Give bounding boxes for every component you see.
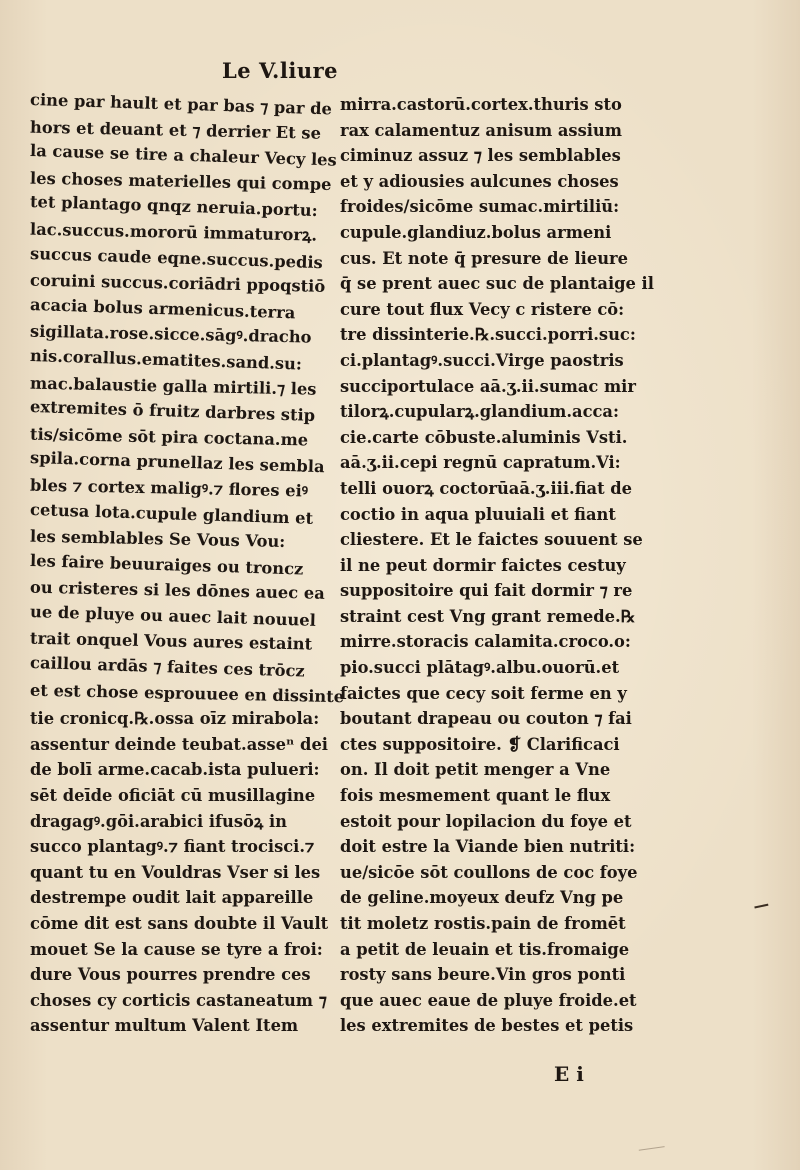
text-line: succo plantagꝰ.⁊ fiant trocisci.⁊ xyxy=(30,837,315,857)
running-head: Le V.liure xyxy=(222,58,339,83)
text-line: cus. Et note q̄ presure de lieure xyxy=(340,248,628,268)
text-line: rax calamentuz anisum assium xyxy=(340,120,622,140)
text-line: mirra.castorū.cortex.thuris sto xyxy=(340,95,622,114)
text-line: tis/sicōme sōt pira coctana.me xyxy=(29,424,309,450)
text-line: ctes suppositoire. ❡ Clarificaci xyxy=(340,734,620,754)
text-line: de geline.moyeux deufz Vng pe xyxy=(340,888,624,908)
text-line: extremites ō fruitz darbres stip xyxy=(29,397,316,426)
text-line: dure Vous pourres prendre ces xyxy=(30,965,311,985)
text-line: coruini succus.coriādri ppoqstiō xyxy=(29,270,326,296)
text-line: cōme dit est sans doubte il Vault xyxy=(30,914,329,933)
text-line: coctio in aqua pluuiali et fiant xyxy=(340,504,616,524)
text-line: mac.balaustie galla mirtili.⁊ les xyxy=(29,373,317,399)
text-line: les semblables Se Vous Vou: xyxy=(29,526,286,552)
text-line: tilorꝝ.cupularꝝ.glandium.acca: xyxy=(340,402,619,422)
text-line: mouet Se la cause se tyre a froi: xyxy=(30,939,323,959)
text-line: fois mesmement quant le flux xyxy=(340,786,611,806)
text-line: ue/sicōe sōt coullons de coc foye xyxy=(340,862,638,882)
text-line: la cause se tire a chaleur Vecy les xyxy=(29,141,338,170)
ink-mark xyxy=(754,904,769,915)
text-line: trait onquel Vous aures estaint xyxy=(29,629,313,655)
text-line: et est chose esprouuee en dissinte xyxy=(29,680,345,706)
text-line: les faire beuuraiges ou troncz xyxy=(29,550,304,579)
text-line: sigillata.rose.sicce.sāgꝰ.dracho xyxy=(29,321,312,347)
text-line: spila.corna prunellaz les sembla xyxy=(29,448,325,477)
text-line: mirre.storacis calamita.croco.o: xyxy=(340,632,631,652)
text-line: assentur multum Valent Item xyxy=(30,1016,299,1036)
text-line: que auec eaue de pluye froide.et xyxy=(340,990,637,1010)
text-line: tie cronicq.℞.ossa oīz mirabola: xyxy=(30,709,320,729)
text-line: il ne peut dormir faictes cestuy xyxy=(340,555,626,575)
text-line: et y adiousies aulcunes choses xyxy=(340,171,619,191)
text-line: succus caude eqne.succus.pedis xyxy=(29,243,324,272)
text-line: bles ⁊ cortex maligꝰ.⁊ flores eiꝰ xyxy=(29,475,309,501)
text-line: tre dissinterie.℞.succi.porri.suc: xyxy=(340,325,636,345)
text-line: ue de pluye ou auec lait nouuel xyxy=(29,601,317,630)
text-line: cliestere. Et le faictes souuent se xyxy=(340,530,643,550)
pencil-mark xyxy=(637,1136,664,1151)
text-line: froides/sicōme sumac.mirtiliū: xyxy=(340,197,620,217)
text-line: nis.corallus.ematites.sand.su: xyxy=(29,345,303,374)
text-line: caillou ardās ⁊ faites ces trōcz xyxy=(29,653,305,681)
text-line: dragagꝰ.gōi.arabici ifusōꝝ in xyxy=(30,811,287,831)
text-line: ou cristeres si les dōnes auec ea xyxy=(29,577,325,604)
text-line: ciminuz assuz ⁊ les semblables xyxy=(340,146,621,166)
text-line: pio.succi plātagꝰ.albu.ouorū.et xyxy=(340,658,620,678)
text-line: cetusa lota.cupule glandium et xyxy=(29,499,314,528)
text-line: ci.plantagꝰ.succi.Virge paostris xyxy=(340,350,624,370)
text-line: cupule.glandiuz.bolus armeni xyxy=(340,222,612,242)
text-line: tet plantago qnqz neruia.portu: xyxy=(29,192,318,221)
text-line: assentur deinde teubat.asseⁿ dei xyxy=(30,734,328,754)
left-text-column xyxy=(29,89,350,1039)
text-line: les extremites de bestes et petis xyxy=(340,1016,634,1036)
text-line: straint cest Vng grant remede.℞ xyxy=(340,606,636,626)
signature-mark: E i xyxy=(554,1062,584,1086)
text-line: doit estre la Viande bien nutriti: xyxy=(340,837,636,857)
text-line: aā.ʒ.ii.cepi regnū capratum.Vi: xyxy=(340,453,621,473)
text-line: cine par hault et par bas ⁊ par de xyxy=(29,89,333,119)
text-line: cie.carte cōbuste.aluminis Vsti. xyxy=(340,427,628,447)
text-line: choses cy corticis castaneatum ⁊ xyxy=(30,990,327,1010)
text-line: tit moletz rostis.pain de fromēt xyxy=(340,914,626,933)
text-line: boutant drapeau ou couton ⁊ fai xyxy=(340,709,632,729)
text-line: destrempe oudit lait appareille xyxy=(30,888,314,908)
text-line: suppositoire qui fait dormir ⁊ re xyxy=(340,581,633,601)
text-line: faictes que cecy soit ferme en y xyxy=(340,683,627,703)
text-line: quant tu en Vouldras Vser si les xyxy=(30,862,321,882)
text-line: cure tout flux Vecy c ristere cō: xyxy=(340,299,625,319)
text-line: hors et deuant et ⁊ derrier Et se xyxy=(29,117,322,143)
text-line: de bolī arme.cacab.ista pulueri: xyxy=(30,760,320,780)
text-line: estoit pour lopilacion du foye et xyxy=(340,811,632,831)
text-line: rosty sans beure.Vin gros ponti xyxy=(340,965,626,985)
text-line: on. Il doit petit menger a Vne xyxy=(340,760,611,780)
right-text-column xyxy=(340,92,685,1039)
text-line: telli ouorꝝ coctorūaā.ʒ.iii.fiat de xyxy=(340,478,633,498)
text-line: les choses materielles qui compe xyxy=(29,168,332,194)
text-line: a petit de leuain et tis.fromaige xyxy=(340,939,630,959)
text-line: acacia bolus armenicus.terra xyxy=(29,294,296,323)
text-line: sēt deīde oficiāt cū musillagine xyxy=(30,786,316,806)
text-line: succiportulace aā.ʒ.ii.sumac mir xyxy=(340,376,636,396)
text-line: lac.succus.mororū immaturorꝝ. xyxy=(29,219,318,245)
text-line: q̄ se prent auec suc de plantaige il xyxy=(340,274,654,294)
